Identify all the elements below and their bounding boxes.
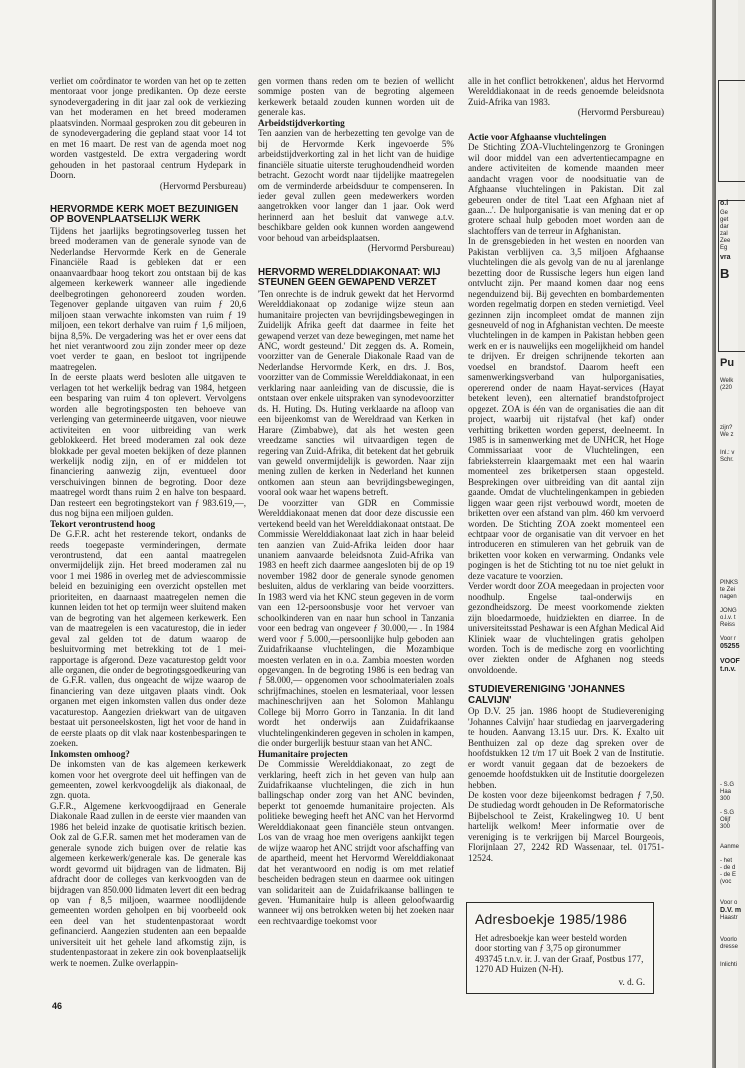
facing-fragment: D.V. m [720, 907, 742, 914]
col3-paragraph-3: In de grensgebieden in het westen en noorden van Pakistan verblijven ca. 3,5 miljoen Afghaanse vluchtelingen die als gevolg van de nu al jarenlange bezetting door de Russische legers hun eigen land ontvlucht zijn. Per maand komen daar nog eens negenduizend bij. Bij gevechten en bombardementen worden regelmatig dorpen en steden vernietigd. Veel gezinnen zijn incompleet omdat de mannen zijn gesneuveld of nog in Afghanistan vechten. De meeste vluchtelingen in de kampen in Pakistan hebben geen werk en er is nauwelijks een mogelijkheid om handel te drijven. Er dreigen schrijnende tekorten aan voedsel en brandstof. Daarom heeft een samenwerkingsverband van hulporganisaties, opererend onder de naam Hayat-services (Hayat betekent leven), een alternatief brandstofproject opgezet. ZOA is één van de organisaties die aan dit project, waarbij uit rijstafval (het kaf) onder verhitting briketten worden geperst, deelneemt. In 1985 is in samenwerking met de UNHCR, het Hoge Commissariaat voor de Vluchtelingen, een fabrieksterrein klaargemaakt met een hal waarin momenteel zes briketpersen staan opgesteld. Besprekingen over uitbreiding van dit aantal zijn gaande. Omdat de vluchtelingenkampen in gebieden liggen waar geen rijst verbouwd wordt, moeten de briketten over een afstand van plm. 460 km vervoerd worden. De Stichting ZOA zoekt momenteel een echtpaar voor de organisatie van dit vervoer en het introduceren en stimuleren van het gebruik van de briketten voor koken en verwarming. Ondanks vele pogingen is het de Stichting tot nu toe niet gelukt in deze vacature te voorzien. [468, 236, 664, 581]
facing-fragment: Welk [720, 378, 734, 384]
facing-fragment: (220 [720, 385, 733, 391]
col1-paragraph-4: De inkomsten van de kas algemeen kerkewerk komen voor het overgrote deel uit heffingen van de gemeenten, zowel kerkvoogdelijk als diakonaal, de zgn. quota. [50, 759, 246, 801]
facing-fragment: 300 [720, 824, 731, 830]
facing-fragment: - S.G [720, 782, 735, 788]
facing-fragment: B [720, 266, 730, 281]
facing-fragment: zal [720, 231, 728, 237]
facing-fragment: Olijf [720, 817, 731, 823]
facing-fragment: 300 [720, 796, 731, 802]
facing-fragment: Haa [720, 789, 732, 795]
facing-fragment: - S.G [720, 810, 735, 816]
page-number: 46 [52, 1001, 63, 1011]
facing-fragment: Inl.: v [720, 450, 735, 456]
col1-paragraph-2: In de eerste plaats werd besloten alle uitgaven te verlagen tot het werkelijk bedrag van 1984, hetgeen een besparing van ruim 4 ton oplevert. Vervolgens worden alle begrotingsposten ten behoeve van verlenging van getermineerde uitgaven, voor nieuwe activiteiten en voor uitbreiding van werk geblokkeerd. Het breed moderamen zal ook deze blokkade per geval moeten bekijken of deze plannen werkelijk nodig zijn, en of er middelen tot financiering aanwezig zijn, eventueel door verschuivingen binnen de begroting. Door deze maatregel wordt thans ruim 2 en halve ton bespaard. Dan resteert een begrotingstekort van ƒ 983.619,—, dus nog bijna een miljoen gulden. [50, 372, 246, 519]
facing-fragment: 05255 [720, 643, 740, 650]
facing-fragment: Inlichti [720, 962, 738, 968]
ad-body: Het adresboekje kan weer besteld worden door storting van ƒ 3,75 op gironummer 493745 t.n.v. ir. J. van der Graaf, Postbus 177, 1270 AD Huizen (N-H). [475, 933, 644, 975]
subheading-inkomsten: Inkomsten omhoog? [50, 748, 130, 759]
facing-fragment: Voorlo [720, 937, 738, 943]
facing-fragment: - de d [720, 865, 736, 871]
col3-paragraph-1: alle in het conflict betrokkenen', aldus het Hervormd Werelddiakonaat in de reeds genoemde beleidsnota Zuid-Afrika van 1983. [468, 76, 664, 107]
col1-paragraph-1: Tijdens het jaarlijks begrotingsoverleg tussen het breed moderamen van de generale synode van de Nederlandse Hervormde Kerk en de Generale Financiële Raad is gebleken dat er een onaanvaardbaar hoog tekort zou ontstaan bij de kas algemeen kerkewerk wanneer alle ingediende deelbegrotingen gehonoreerd zouden worden. Tegenover geplande uitgaven van ruim ƒ 20,6 miljoen staan verwachte inkomsten van ruim ƒ 19 miljoen, een tekort derhalve van ruim ƒ 1,6 miljoen, bijna 8,5%. De vergadering was het er over eens dat het niet verantwoord zou zijn zonder meer op deze voet verder te gaan, en besloot tot ingrijpende maatregelen. [50, 225, 246, 372]
facing-fragment: dar [720, 224, 729, 230]
article-heading-werelddiakonaat: HERVORMD WERELDDIAKONAAT: WIJ STEUNEN GEEN GEWAPEND VERZET [258, 266, 441, 289]
ad-signature: v. d. G. [618, 976, 645, 987]
facing-fragment: Schr. [720, 457, 734, 463]
facing-fragment: t.n.v. [720, 666, 736, 673]
facing-fragment: - de E [720, 872, 737, 878]
facing-fragment: o.l.v. t [720, 615, 736, 621]
facing-fragment: We z [720, 432, 734, 438]
facing-fragment: Pu [720, 357, 735, 369]
facing-fragment: get [720, 217, 729, 223]
col3-paragraph-5: Op D.V. 25 jan. 1986 hoopt de Studievereniging 'Johannes Calvijn' haar studiedag en jaarvergadering te houden. Aanvang 13.15 uur. Drs. K. Exalto uit Benthuizen zal op deze dag spreken over de hoofdstukken 12 t/m 17 uit Boek 2 van de Institutie. er wordt vanuit gegaan dat de bezoekers de genoemde hoofdstukken uit de Institutie doorgelezen hebben. [468, 706, 664, 790]
col1-intro-signature: (Hervormd Persbureau) [159, 180, 246, 191]
subheading-tekort: Tekort verontrustend hoog [50, 518, 156, 529]
facing-fragment: PINKS [720, 580, 739, 586]
col3-paragraph-2: De Stichting ZOA-Vluchtelingenzorg te Groningen wil door middel van een advertentiecampagne en andere activiteiten de komende maanden meer aandacht vragen voor de noodsituatie van de Afghaanse vluchtelingen in Pakistan. Dit zal gebeuren onder de titel 'Laat een Afghaan niet af gaan...'. De hulporganisatie is van mening dat er op grotere schaal hulp geboden moet worden aan de slachtoffers van de terreur in Afghanistan. [468, 142, 664, 236]
col2-paragraph-5: De Commissie Werelddiakonaat, zo zegt de verklaring, heeft zich in het geven van hulp aan Zuidafrikaanse vluchtelingen, die zich in hun ballingschap onder zorg van het ANC bevinden, beperkt tot genoemde humanitaire projecten. Als politieke beweging heeft het ANC van het Hervormd Werelddiakonaat geen financiële steun ontvangen. Los van de vraag hoe men overigens aankijkt tegen de wijze waarop het ANC strijdt voor afschaffing van de apartheid, meent het Hervormd Werelddiakonaat dat het verantwoord en nodig is om met relatief bescheiden bedragen steun en daarmee ook uitingen van solidariteit aan de Zuidafrikaanse ballingen te geven. 'Humanitaire hulp is alleen geloofwaardig wanneer wij ons betrokken weten bij het zoeken naar een rechtvaardige toekomst voor [258, 759, 454, 926]
facing-fragment: dresse [720, 944, 739, 950]
col2-paragraph-4: De voorzitter van GDR en Commissie Werelddiakonaat menen dat door deze discussie een vertekend beeld van het Werelddiakonaat ontstaat. De Commissie Werelddiakonaat laat zich in haar beleid ten aanzien van Zuid-Afrika leiden door haar unaniem aanvaarde beleidsnota Zuid-Afrika van 1983 en heeft zich daarmee aangesloten bij de op 19 november 1982 door de generale synode genomen besluiten, aldus de verklaring van beide voorzitters. In 1983 werd via het KNC steun gegeven in de vorm van een 12-persoonsbusje voor het vervoer van schoolkinderen van en naar hun school in Tanzania voor een bedrag van ongeveer ƒ 30.000,— . In 1984 werd voor ƒ 5.000,—persoonlijke hulp geboden aan Zuidafrikaanse vluchtelingen, die Mozambique moesten verlaten en in o.a. Zambia moesten worden opgevangen. In de begroting 1986 is een bedrag van ƒ 58.000,— opgenomen voor schoolmaterialen zoals schrijfmachines, stoelen en lesmateriaal, voor lessen machineschrijven aan het Solomon Mahlangu College bij Morro Gorro in Tanzania. In dit land wordt het onderwijs aan Zuidafrikaanse vluchtelingenkinderen gegeven in scholen in kampen, die onder burgerlijk bestuur staan van het ANC. [258, 497, 454, 749]
col1-intro: verliet om coördinator te worden van het op te zetten mentoraat voor jonge predikanten. Op deze eerste synodevergadering in dit jaar zal ook de verkiezing van het moderamen en het breed moderamen plaatsvinden. Normaal gesproken zou dit gebeuren in de synodevergadering die gepland staat voor 14 tot en met 16 maart. De rest van de agenda moet nog worden vastgesteld. De extra vergadering wordt gehouden in het pastoraal centrum Hydepark in Doorn. [50, 76, 246, 181]
facing-fragment: Aanme [720, 844, 740, 850]
facing-fragment: o.l [720, 200, 729, 207]
subheading-humanitaire: Humanitaire projecten [258, 748, 348, 759]
adresboekje-box [466, 902, 654, 994]
col2-paragraph-3: 'Ten onrechte is de indruk gewekt dat het Hervormd Werelddiakonaat op zodanige wijze steun aan humanitaire projecten van bevrijdingsbewegingen in Zuidelijk Afrika geeft dat daarmee in feite het gewapend verzet van deze bewegingen, met name het ANC, wordt gesteund.' Dit zeggen ds. A. Romein, voorzitter van de Generale Diakonale Raad van de Nederlandse Hervormde Kerk, en drs. J. Bos, voorzitter van de Commissie Werelddiakonaat, in een verklaring naar aanleiding van de discussie, die is ontstaan over enkele uitspraken van synodevoorzitter ds. H. Huting. Ds. Huting verklaarde na afloop van een bijeenkomst van de Wereldraad van Kerken in Harare (Zimbabwe), dat als het westen geen vreedzame sancties wil uitvaardigen tegen de regering van Zuid-Afrika, dit betekent dat het gebruik van geweld onvermijdelijk is geworden. Naar zijn mening zullen de kerken in Nederland het kunnen ontkomen aan steun aan bevrijdingsbewegingen, vooral ook waar het wapens betreft. [258, 288, 454, 498]
facing-fragment: zijn? [720, 425, 733, 431]
facing-fragment: Voor o [720, 900, 738, 906]
article-heading-calvijn: STUDIEVERENIGING 'JOHANNES CALVIJN' [468, 684, 625, 706]
col2-paragraph-2: Ten aanzien van de herbezetting ten gevolge van de bij de Hervormde Kerk ingevoerde 5% arbeidstijdverkorting zal in het licht van de huidige financiële situatie uiterste terughoudendheid worden betracht. Gezocht wordt naar tijdelijke maatregelen om de verminderde arbeidsduur te compenseren. In ieder geval zullen geen medewerkers worden aangetrokken voor langer dan 1 jaar. Ook werd herinnerd aan het besluit dat vanwege a.t.v. beschikbare gelden ook kunnen worden aangewend voor behoud van arbeidsplaatsen. [258, 128, 454, 243]
facing-fragment: Reiss [720, 622, 736, 628]
facing-fragment: VOOF [720, 658, 740, 665]
column-1 [50, 76, 246, 968]
ad-title: Adresboekje 1985/1986 [475, 911, 628, 927]
col2-paragraph-1: gen vormen thans reden om te bezien of wellicht sommige posten van de begroting algemeen kerkewerk betaald zouden kunnen worden uit de generale kas. [258, 76, 454, 118]
subheading-afghaanse: Actie voor Afghaanse vluchtelingen [468, 131, 607, 142]
facing-frame-1 [718, 80, 745, 182]
facing-fragment: Voor r [720, 636, 737, 642]
facing-fragment: - het [720, 858, 733, 864]
facing-fragment: JONG [720, 608, 737, 614]
column-2 [258, 76, 454, 926]
column-3 [468, 76, 664, 863]
facing-page-edge [716, 0, 742, 1068]
col3-paragraph-6: De kosten voor deze bijeenkomst bedragen ƒ 7,50. De studiedag wordt gehouden in De Reformatorische Bijbelschool te Zeist, Krakelingweg 10. U bent hartelijk welkom! Meer informatie over de vereniging is te verkrijgen bij Marcel Bourgeois, Florijnlaan 27, 2242 RD Wassenaar, tel. 01751-12524. [468, 790, 664, 863]
col3-paragraph-4: Verder wordt door ZOA meegedaan in projecten voor noodhulp. Engelse taal-onderwijs en gezondheidszorg. De meest voorkomende ziekten zijn bloedarmoede, huidziekten en diarree. In de universiteitsstad Peshawar is een Afghan Medical Aid Kliniek waar de vluchtelingen gratis geholpen worden. Toch is de medische zorg en voorlichting over ziekten onder de Afghanen nog steeds onvoldoende. [468, 581, 664, 675]
facing-fragment: Ge [720, 210, 729, 216]
col3-signature: (Hervormd Persbureau) [577, 107, 664, 118]
article-heading-bezuinigen: HERVORMDE KERK MOET BEZUINIGEN OP BOVENPLAATSELIJK WERK [50, 203, 239, 226]
facing-fragment: Zee [720, 238, 731, 244]
col2-signature: (Hervormd Persbureau) [367, 243, 454, 254]
facing-fragment: Haastr [720, 915, 738, 921]
subheading-arbeidstijd: Arbeidstijdverkorting [258, 117, 345, 128]
col1-paragraph-5: G.F.R., Algemene kerkvoogdijraad en Generale Diakonale Raad zullen in de eerste vier maanden van 1986 het beleid inzake de quotisatie kritisch bezien. Ook zal de G.F.R. samen met het moderamen van de generale synode zich buigen over de relatie kas algemeen kerkewerk/generale kas. De generale kas wordt gevormd uit bijdragen van de lidmaten. Bij afdracht door de colleges van kerkvoogden van de bijdragen van 850.000 lidmaten levert dit een bedrag op van ƒ 8,5 miljoen, waarmee noodlijdende gemeenten worden geholpen en bij voorbeeld ook een deel van het studentenpastoraat wordt gefinancierd. Aangezien studenten aan een bepaalde universiteit uit het gehele land afkomstig zijn, is studentenpastoraat in zekere zin ook bovenplaatselijk werk te noemen. Zulke overlappin- [50, 800, 246, 968]
facing-fragment: nagen [720, 594, 737, 600]
facing-fragment: te Zei [720, 587, 736, 593]
facing-fragment: vra [720, 254, 731, 261]
facing-fragment: (voc [720, 879, 732, 885]
col1-paragraph-3: De G.F.R. acht het resterende tekort, ondanks de reeds toegepaste verminderingen, dermate verontrustend, dat een aantal maatregelen onvermijdelijk zijn. Het breed moderamen zal nu voor 1 mei 1986 in overleg met de adviescommissie beleid en bezuiniging een overzicht opstellen met prioriteiten, en daarnaast maatregelen nemen die kunnen leiden tot het op termijn weer sluitend maken van de begroting van het algemeen kerkewerk. Een van de maatregelen is een vacaturestop, die in ieder geval zal gelden tot de datum waarop de besluitvorming met betrekking tot de 1 mei-rapportage is afgerond. Deze vacaturestop geldt voor alle organen, die onder de begrotingsgoedkeuring van de G.F.R. vallen, dus ongeacht de wijze waarop de financiering van deze uitgaven plaats vindt. Ook organen met eigen inkomsten vallen dus onder deze vacaturestop. Aangezien driekwart van de uitgaven bestaat uit personeelskosten, ligt het voor de hand in de eerste plaats op dit vlak naar kostenbesparingen te zoeken. [50, 529, 246, 749]
facing-fragment: Eg [720, 245, 728, 251]
